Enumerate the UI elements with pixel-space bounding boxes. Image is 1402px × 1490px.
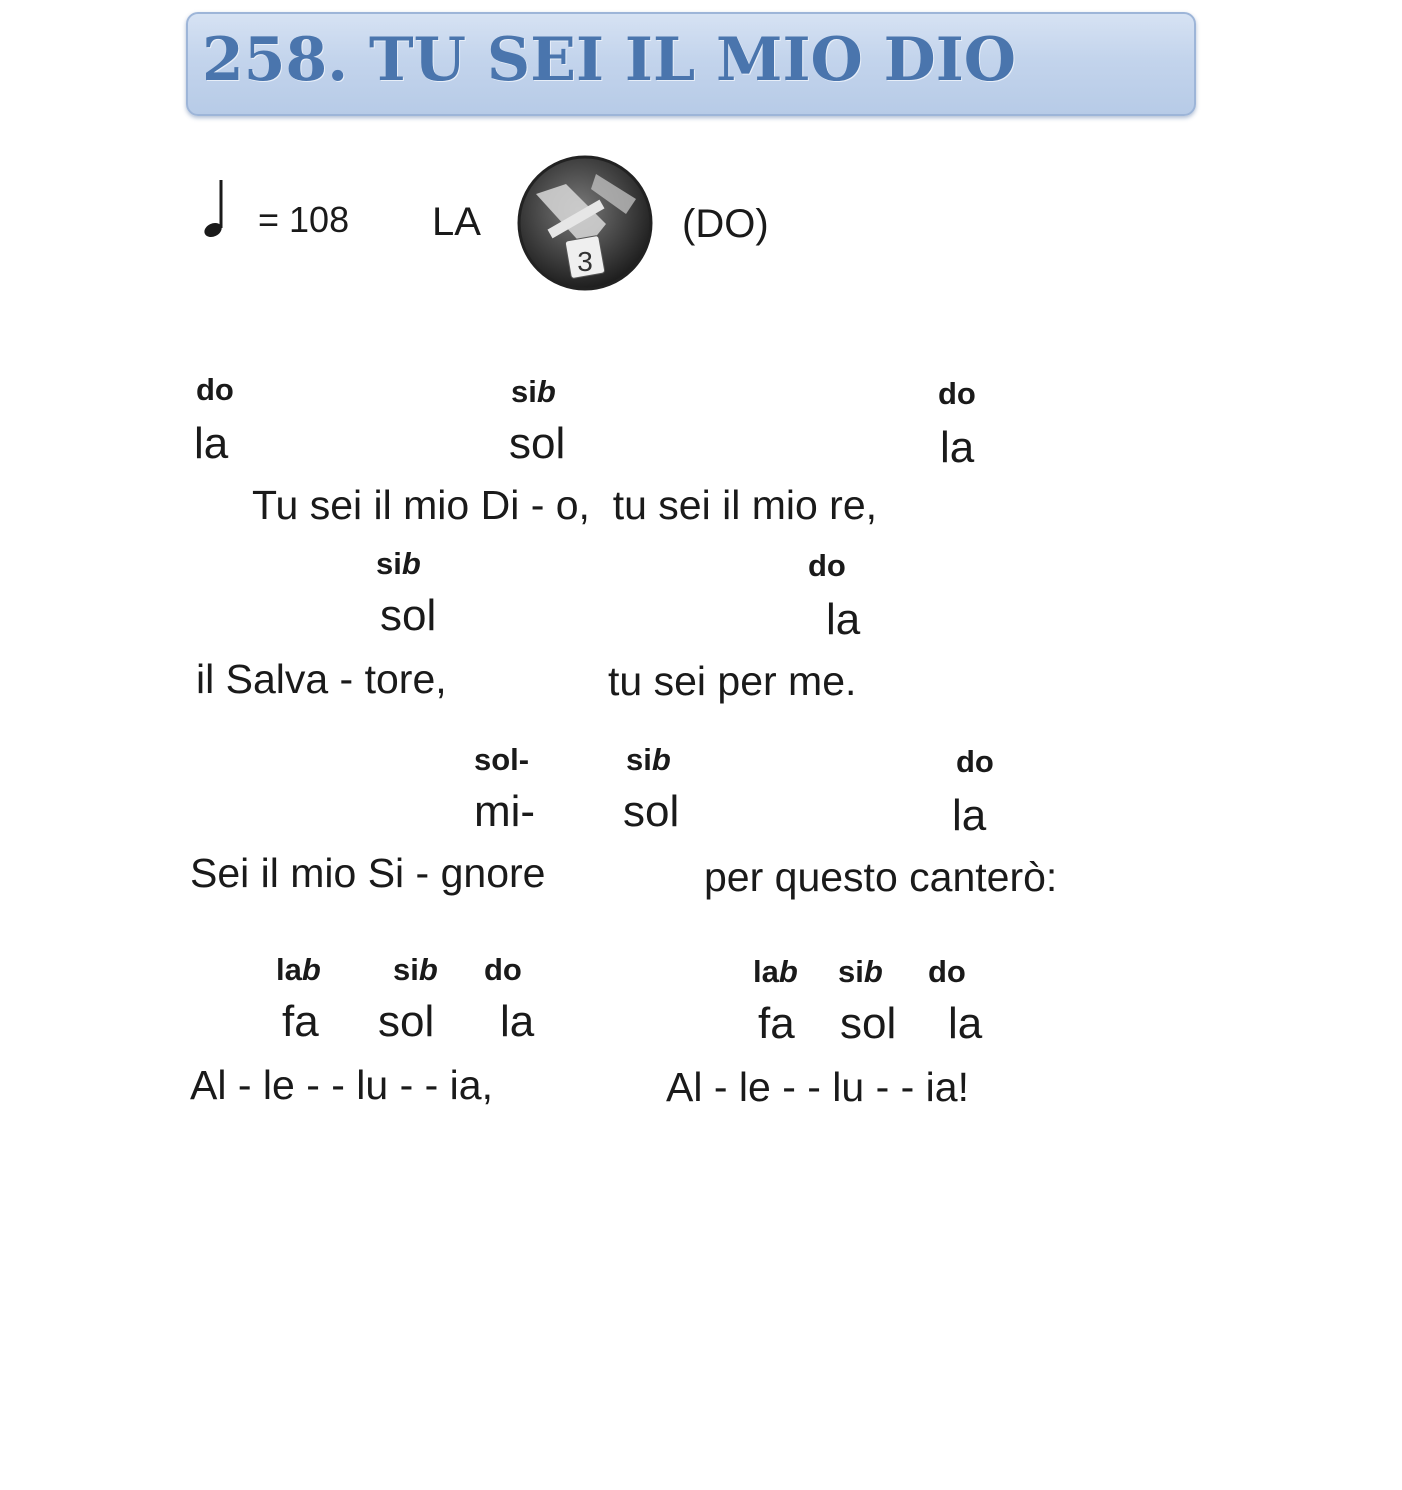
chord-label: do — [938, 376, 976, 411]
note-label: la — [952, 791, 987, 840]
chord-label: do — [808, 548, 846, 583]
chord-label: sol- — [474, 742, 530, 777]
note-label: sol — [623, 787, 680, 836]
chord-label: lab — [276, 952, 321, 987]
note-label: fa — [758, 999, 795, 1048]
lyric-line: Al - le - - lu - - ia! — [666, 1064, 969, 1110]
chord-label: sib — [626, 742, 671, 777]
lyric-line: tu sei per me. — [608, 658, 857, 704]
note-label: la — [940, 423, 975, 472]
song-title: 258. TU SEI IL MIO DIO — [202, 25, 1017, 95]
note-label: sol — [509, 419, 566, 468]
lyric-line: Al - le - - lu - - ia, — [190, 1062, 493, 1108]
note-label: la — [194, 419, 229, 468]
chord-label: sib — [393, 952, 438, 987]
note-label: mi- — [474, 787, 536, 836]
tempo-value: = 108 — [258, 199, 350, 240]
chord-label: do — [196, 372, 234, 407]
chord-label: do — [956, 744, 994, 779]
chord-label: do — [928, 954, 966, 989]
capo-badge-icon — [516, 154, 654, 292]
lyric-line: il Salva - tore, — [196, 656, 447, 702]
note-label: sol — [378, 997, 435, 1046]
chord-label: sib — [511, 374, 556, 409]
note-label: sol — [840, 999, 897, 1048]
note-label: fa — [282, 997, 319, 1046]
lyric-line: Tu sei il mio Di - o, tu sei il mio re, — [252, 482, 878, 528]
tempo-row — [0, 0, 1402, 320]
chord-label: sib — [838, 954, 883, 989]
capo-number: 3 — [577, 246, 593, 277]
chord-label: lab — [753, 954, 798, 989]
key-label: LA — [432, 200, 481, 244]
chord-label: do — [484, 952, 522, 987]
lyric-line: Sei il mio Si - gnore — [190, 850, 546, 896]
note-label: la — [826, 595, 861, 644]
alt-key-label: (DO) — [682, 202, 769, 246]
note-label: sol — [380, 591, 437, 640]
chord-label: sib — [376, 546, 421, 581]
note-label: la — [948, 999, 983, 1048]
lyric-line: per questo canterò: — [704, 854, 1058, 900]
quarter-note-icon — [200, 178, 230, 240]
note-label: la — [500, 997, 535, 1046]
